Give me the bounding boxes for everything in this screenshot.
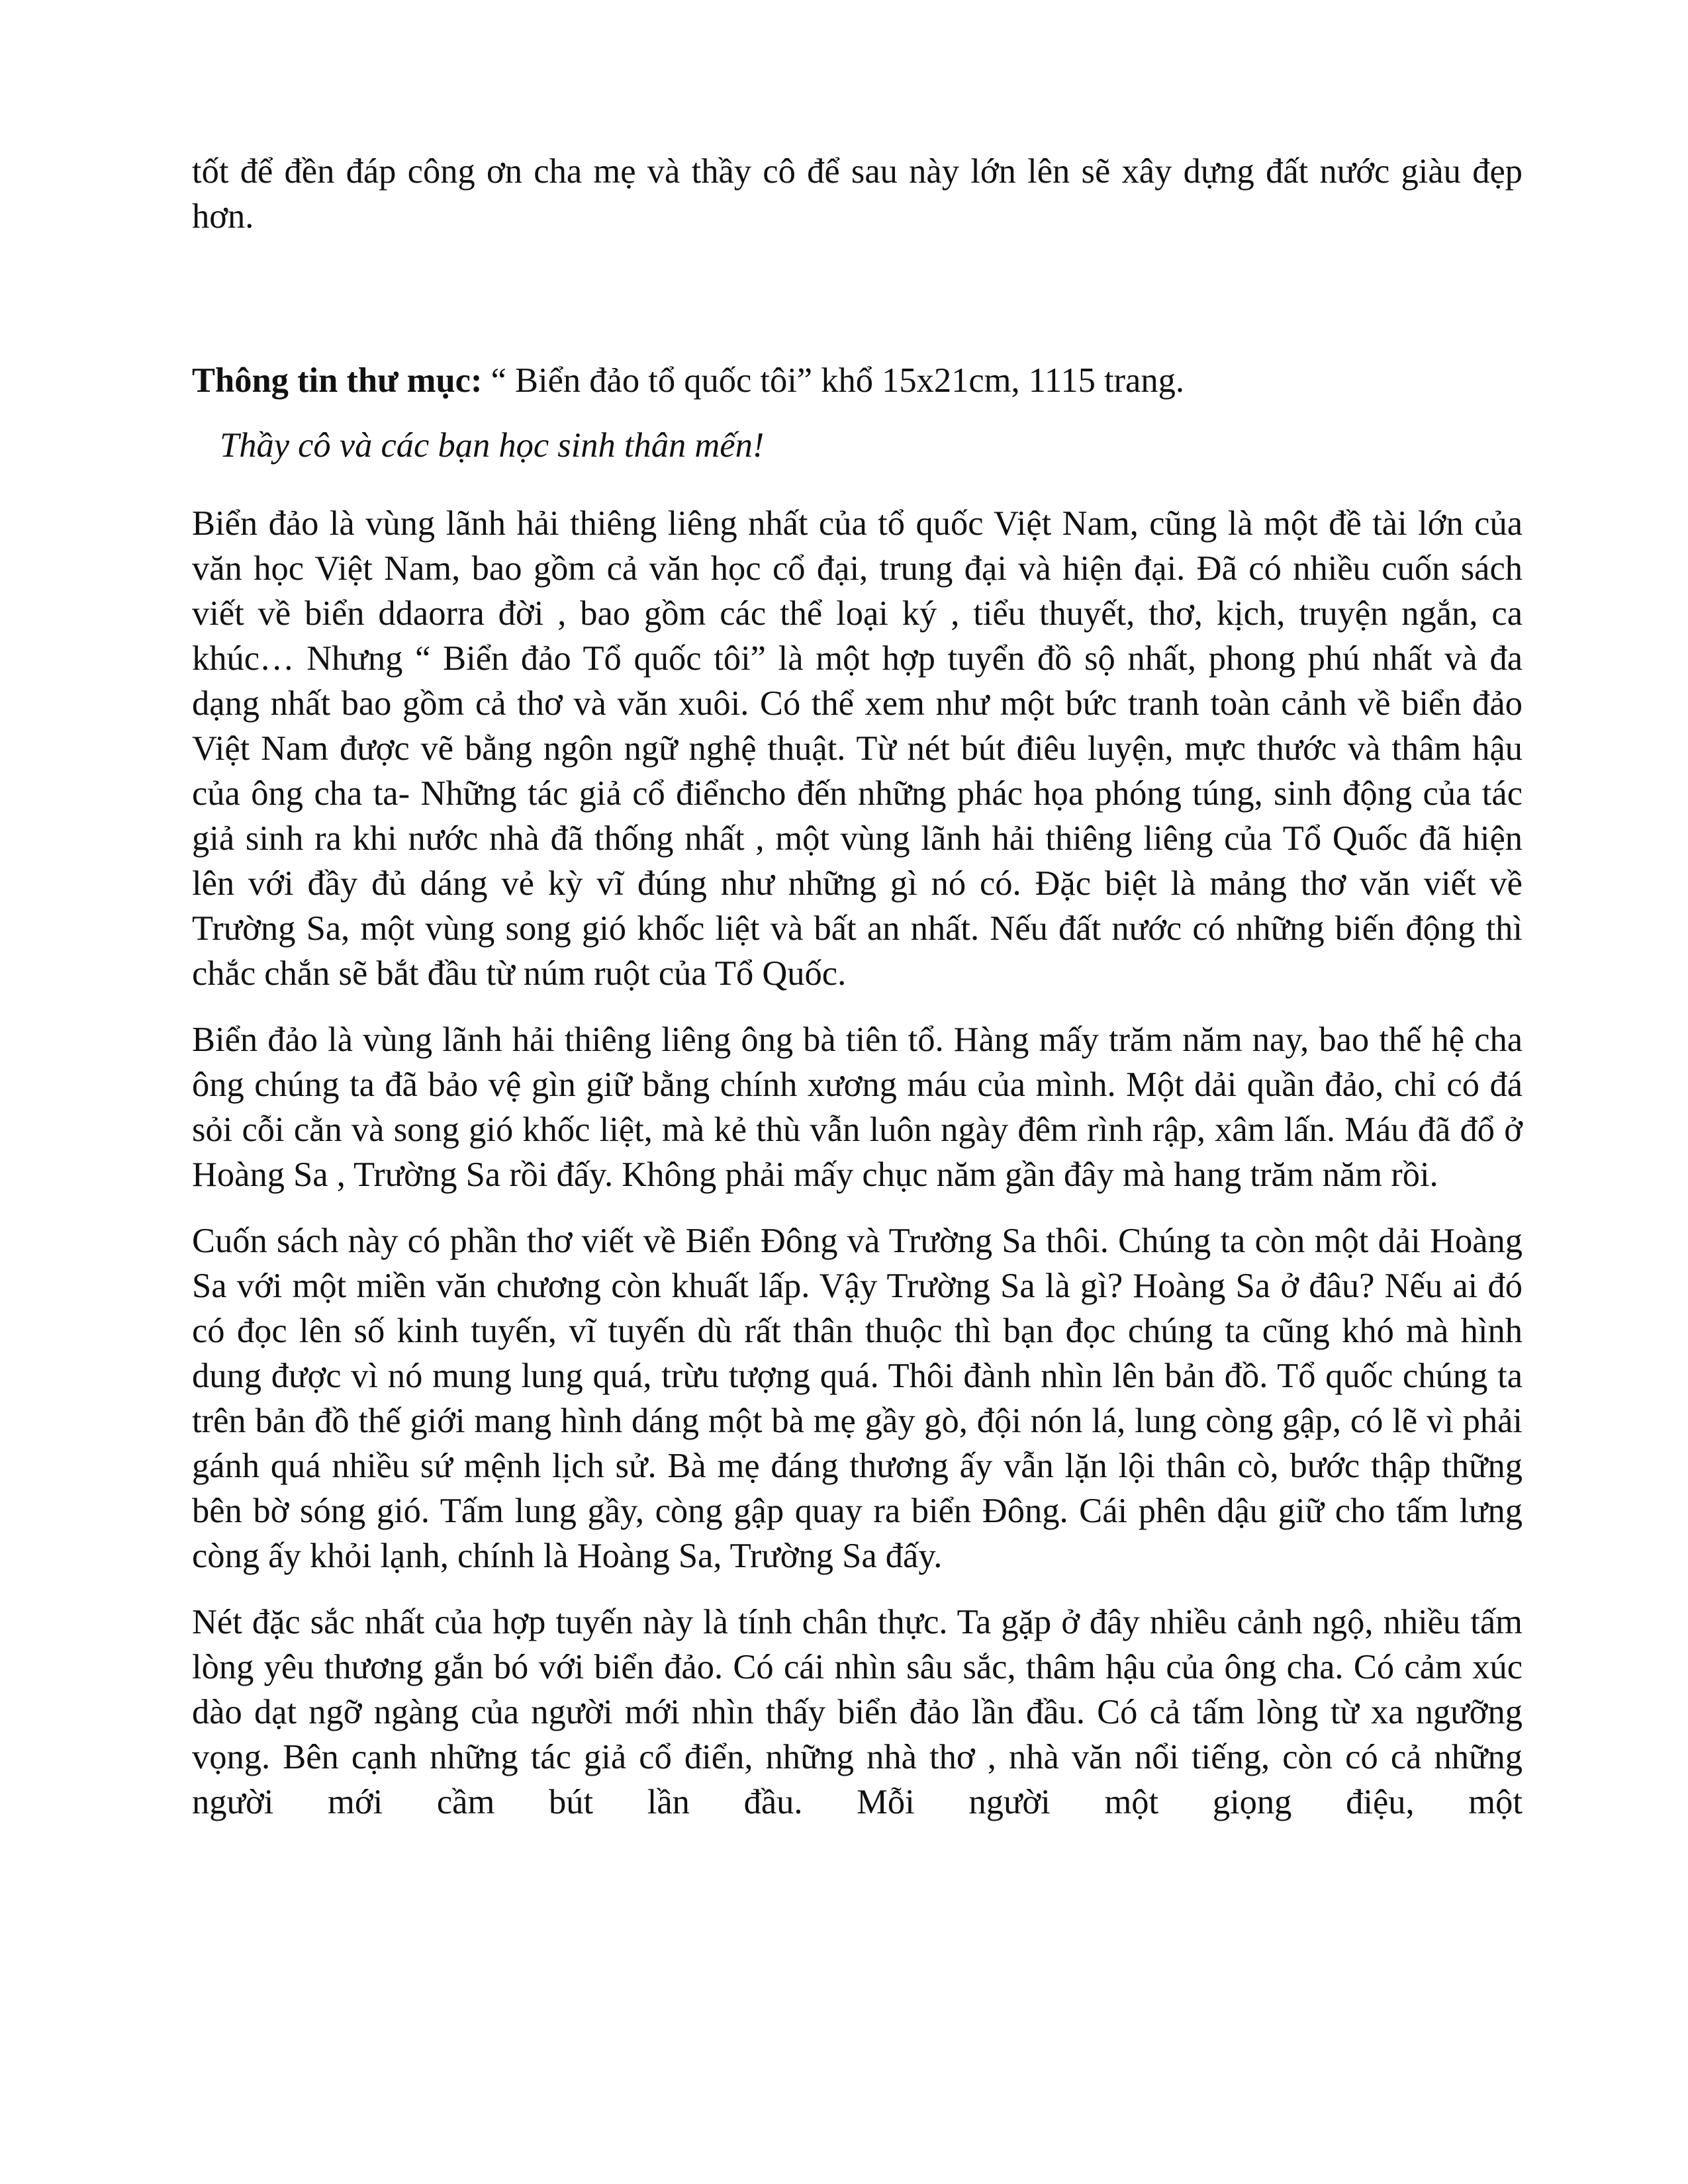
body-paragraph-2: Biển đảo là vùng lãnh hải thiêng liêng ông bà tiên tổ. Hàng mấy trăm năm nay, bao thế hệ cha ông chúng ta đã bảo vệ gìn giữ bằng chính xương máu của mình. Một dải quần đảo, chỉ có đá sỏi cỗi cằn và song gió khốc liệt, mà kẻ thù vẫn luôn ngày đêm rình rập, xâm lấn. Máu đã đổ ở Hoàng Sa , Trường Sa rồi đấy. Không phải mấy chục năm gần đây mà hang trăm năm rồi.	[192, 1021, 1523, 1194]
greeting: Thầy cô và các bạn học sinh thân mến!	[220, 426, 765, 465]
body-paragraph-4: Nét đặc sắc nhất của hợp tuyến này là tính chân thực. Ta gặp ở đây nhiều cảnh ngộ, nhiều tấm lòng yêu thương gắn bó với biển đảo. Có cái nhìn sâu sắc, thâm hậu của ông cha. Có cảm xúc dào dạt ngỡ ngàng của người mới nhìn thấy biển đảo lần đầu. Có cả tấm lòng từ xa ngưỡng vọng. Bên cạnh những tác giả cổ điển, những nhà thơ , nhà văn nổi tiếng, còn có cả những người mới cầm bút lần đầu. Mỗi người một giọng điệu, một	[192, 1603, 1523, 1821]
bibliographic-label: Thông tin thư mục:	[192, 361, 483, 400]
bibliographic-info	[192, 358, 1523, 403]
body-paragraph-3: Cuốn sách này có phần thơ viết về Biển Đông và Trường Sa thôi. Chúng ta còn một dải Hoàng Sa với một miền văn chương còn khuất lấp. Vậy Trường Sa là gì? Hoàng Sa ở đâu? Nếu ai đó có đọc lên số kinh tuyến, vĩ tuyến dù rất thân thuộc thì bạn đọc chúng ta cũng khó mà hình dung được vì nó mung lung quá, trừu tượng quá. Thôi đành nhìn lên bản đồ. Tổ quốc chúng ta trên bản đồ thế giới mang hình dáng một bà mẹ gầy gò, đội nón lá, lung còng gập, có lẽ vì phải gánh quá nhiều sứ mệnh lịch sử. Bà mẹ đáng thương ấy vẫn lặn lội thân cò, bước thập thững bên bờ sóng gió. Tấm lung gầy, còng gập quay ra biển Đông. Cái phên dậu giữ cho tấm lưng còng ấy khỏi lạnh, chính là Hoàng Sa, Trường Sa đấy.	[192, 1222, 1523, 1575]
document-page	[192, 149, 1523, 1846]
intro-paragraph: tốt để đền đáp công ơn cha mẹ và thầy cô để sau này lớn lên sẽ xây dựng đất nước giàu đẹp hơn.	[192, 152, 1523, 236]
bibliographic-text: “ Biển đảo tổ quốc tôi” khổ 15x21cm, 1115 trang.	[482, 361, 1184, 400]
body-paragraph-1: Biển đảo là vùng lãnh hải thiêng liêng nhất của tổ quốc Việt Nam, cũng là một đề tài lớn của văn học Việt Nam, bao gồm cả văn học cổ đại, trung đại và hiện đại. Đã có nhiều cuốn sách viết về biển ddaorra đời , bao gồm các thể loại ký , tiểu thuyết, thơ, kịch, truyện ngắn, ca khúc… Nhưng “ Biển đảo Tổ quốc tôi” là một hợp tuyển đồ sộ nhất, phong phú nhất và đa dạng nhất bao gồm cả thơ và văn xuôi. Có thể xem như một bức tranh toàn cảnh về biển đảo Việt Nam được vẽ bằng ngôn ngữ nghệ thuật. Từ nét bút điêu luyện, mực thước và thâm hậu của ông cha ta- Những tác giả cổ điểncho đến những phác họa phóng túng, sinh động của tác giả sinh ra khi nước nhà đã thống nhất , một vùng lãnh hải thiêng liêng của Tổ Quốc đã hiện lên với đầy đủ dáng vẻ kỳ vĩ đúng như những gì nó có. Đặc biệt là mảng thơ văn viết về Trường Sa, một vùng song gió khốc liệt và bất an nhất. Nếu đất nước có những biến động thì chắc chắn sẽ bắt đầu từ núm ruột của Tổ Quốc.	[192, 504, 1523, 993]
